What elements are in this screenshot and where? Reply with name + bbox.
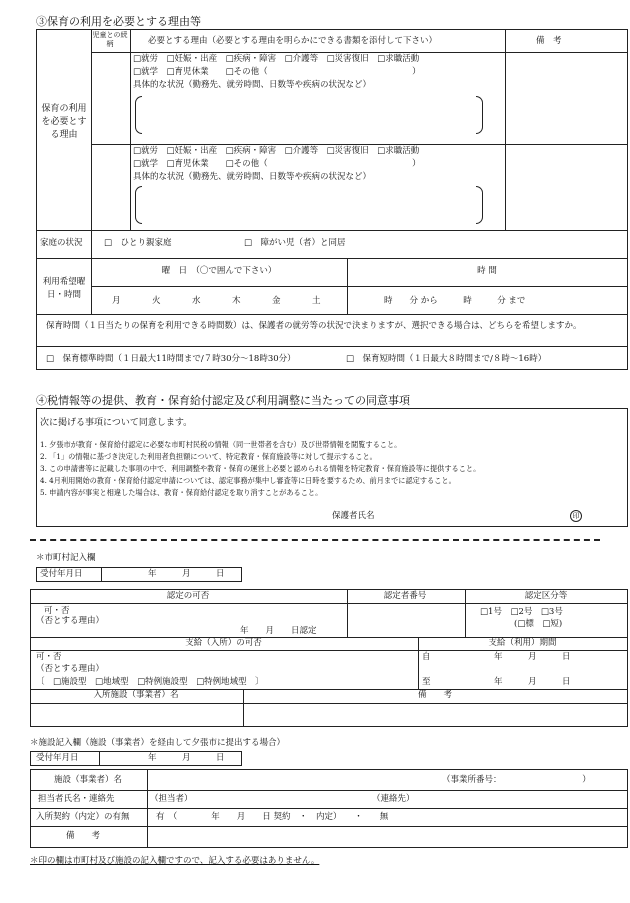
situation-input-1[interactable] xyxy=(145,96,473,134)
period-to-date[interactable]: 年 月 日 xyxy=(494,677,571,687)
staff-label: 担当者氏名・連絡先 xyxy=(38,794,115,804)
reason-options-2a[interactable]: □就労 □妊娠・出産 □疾病・障害 □介護等 □災害復旧 □求職活動 xyxy=(133,146,420,156)
consent-item-3: 3. この申請書等に記載した事項の中で、利用調整や教育・保育の運営上必要と認められる情報を特定教育・保育施設等に提供すること。 xyxy=(40,464,481,473)
city-received-label: 受付年月日 xyxy=(40,569,83,579)
period-header: 支給（利用）期間 xyxy=(488,638,557,648)
section4-title: ④税情報等の提供、教育・保育給付認定及び利用調整に当たっての同意事項 xyxy=(36,394,410,407)
wish-label: 利用希望曜日・時間 xyxy=(42,277,86,300)
day-mon[interactable]: 月 xyxy=(112,296,121,306)
cert-date[interactable]: 年 月 日認定 xyxy=(240,626,317,636)
day-wed[interactable]: 水 xyxy=(192,296,201,306)
city-received-date[interactable]: 年 月 日 xyxy=(148,569,225,579)
consent-item-2: 2. 「1」の情報に基づき決定した利用者負担額について、特定教育・保育施設等に対して提示すること。 xyxy=(40,452,377,461)
seal-icon: 印 xyxy=(570,510,582,522)
consent-item-4: 4. 4月利用開始の教育・保育給付認定申請については、認定事務が集中し審査等に日時を要するため、前月までに認定すること。 xyxy=(40,476,456,485)
contract-label: 入所契約（内定）の有無 xyxy=(36,812,130,822)
relation-header: 児童との続柄 xyxy=(92,31,128,48)
facility-types[interactable]: 〔 □施設型 □地域型 □特例施設型 □特例地域型 〕 xyxy=(36,677,264,687)
cert-reason-label: （否とする理由） xyxy=(36,616,105,626)
city-section-title: ＊市町村記入欄 xyxy=(36,553,96,563)
facility-section-title: ＊施設記入欄（施設（事業者）を経由して夕張市に提出する場合） xyxy=(30,738,286,748)
cert-header: 認定の可否 xyxy=(166,591,210,601)
family-disabled[interactable]: □ 障がい児（者）と同居 xyxy=(244,238,346,248)
contract-value[interactable]: 有 （ 年 月 日 契約 ・ 内定） ・ 無 xyxy=(156,812,389,822)
day-sat[interactable]: 土 xyxy=(312,296,321,306)
cert-class-std-short[interactable]: (□標 □短) xyxy=(514,619,563,629)
guardian-name-label: 保護者氏名 xyxy=(332,511,375,521)
cert-no-header: 認定者番号 xyxy=(383,591,427,601)
contact-value[interactable]: （連絡先） xyxy=(372,794,415,804)
staff-value[interactable]: （担当者） xyxy=(150,794,193,804)
childcare-time-note: 保育時間（１日当たりの保育を利用できる時間数）は、保護者の就労等の状況で決まりますが、選択できる場合は、どちらを希望しますか。 xyxy=(46,321,582,331)
bracket-right-icon xyxy=(476,96,483,134)
supply-yes-no[interactable]: 可・否 xyxy=(36,652,62,662)
situation-label-2: 具体的な状況（勤務先、就労時間、日数等や疾病の状況など） xyxy=(133,172,372,182)
city-remarks-input[interactable] xyxy=(244,703,626,725)
bracket-right-icon xyxy=(476,186,483,224)
reason-row-label: 保育の利用を必要とする理由 xyxy=(41,104,87,140)
supply-reason-label: （否とする理由） xyxy=(36,664,105,674)
day-header: 曜 日 （〇で囲んで下さい） xyxy=(161,266,277,276)
day-fri[interactable]: 金 xyxy=(272,296,281,306)
standard-time-option[interactable]: □ 保育標準時間（１日最大11時間まで/７時30分～18時30分） xyxy=(46,354,296,364)
section3-title: ③保育の利用を必要とする理由等 xyxy=(36,15,201,28)
consent-item-1: 1. 夕張市が教育・保育給付認定に必要な市町村民税の情報（同一世帯者を含む）及び世帯情報を閲覧すること。 xyxy=(40,440,402,449)
short-time-option[interactable]: □ 保育短時間（１日最大８時間まで/８時～16時） xyxy=(346,354,547,364)
cert-yes-no[interactable]: 可・否 xyxy=(44,606,70,616)
facility-name-label: 入所施設（事業者）名 xyxy=(93,690,179,700)
period-from-date[interactable]: 年 月 日 xyxy=(494,652,571,662)
city-remarks-label: 備 考 xyxy=(417,690,452,700)
reason-options-2b[interactable]: □就学 □育児休業 □その他（ ） xyxy=(133,159,421,169)
facility-remarks-input[interactable] xyxy=(148,827,626,846)
facility-remarks-label: 備 考 xyxy=(66,831,101,841)
family-single-parent[interactable]: □ ひとり親家庭 xyxy=(104,238,172,248)
family-label: 家庭の状況 xyxy=(40,238,83,248)
office-no[interactable]: （事業所番号： ） xyxy=(442,775,591,785)
time-range[interactable]: 時 分 から 時 分 まで xyxy=(384,296,526,306)
cert-class-options[interactable]: □1号 □2号 □3号 xyxy=(480,607,563,617)
footer-note: ＊印の欄は市町村及び施設の記入欄ですので、記入する必要はありません。 xyxy=(30,856,320,866)
consent-item-5: 5. 申請内容が事実と相違した場合は、教育・保育給付認定を取り消すことがあること。 xyxy=(40,488,323,497)
reason-options-1b[interactable]: □就学 □育児休業 □その他（ ） xyxy=(133,67,421,77)
reason-options-1a[interactable]: □就労 □妊娠・出産 □疾病・障害 □介護等 □災害復旧 □求職活動 xyxy=(133,54,420,64)
facility-received-date[interactable]: 年 月 日 xyxy=(148,753,225,763)
time-header: 時 間 xyxy=(477,266,497,276)
facility-received-label: 受付年月日 xyxy=(36,753,79,763)
reason-header: 必要とする理由（必要とする理由を明らかにできる書類を添付して下さい） xyxy=(148,36,438,46)
bracket-left-icon xyxy=(135,96,142,134)
consent-intro: 次に掲げる事項について同意します。 xyxy=(40,418,193,428)
remarks-header: 備 考 xyxy=(536,36,562,46)
guardian-name-input[interactable] xyxy=(390,508,560,522)
supply-header: 支給（入所）の可否 xyxy=(185,638,262,648)
facility-name-label2: 施設（事業者）名 xyxy=(54,775,123,785)
period-from-label: 自 xyxy=(422,652,431,662)
day-tue[interactable]: 火 xyxy=(152,296,161,306)
situation-input-2[interactable] xyxy=(145,186,473,224)
day-thu[interactable]: 木 xyxy=(232,296,241,306)
cert-class-header: 認定区分等 xyxy=(524,591,568,601)
cut-line xyxy=(30,539,600,541)
bracket-left-icon xyxy=(135,186,142,224)
situation-label-1: 具体的な状況（勤務先、就労時間、日数等や疾病の状況など） xyxy=(133,80,372,90)
period-to-label: 至 xyxy=(422,677,431,687)
facility-name-input[interactable] xyxy=(32,703,240,725)
